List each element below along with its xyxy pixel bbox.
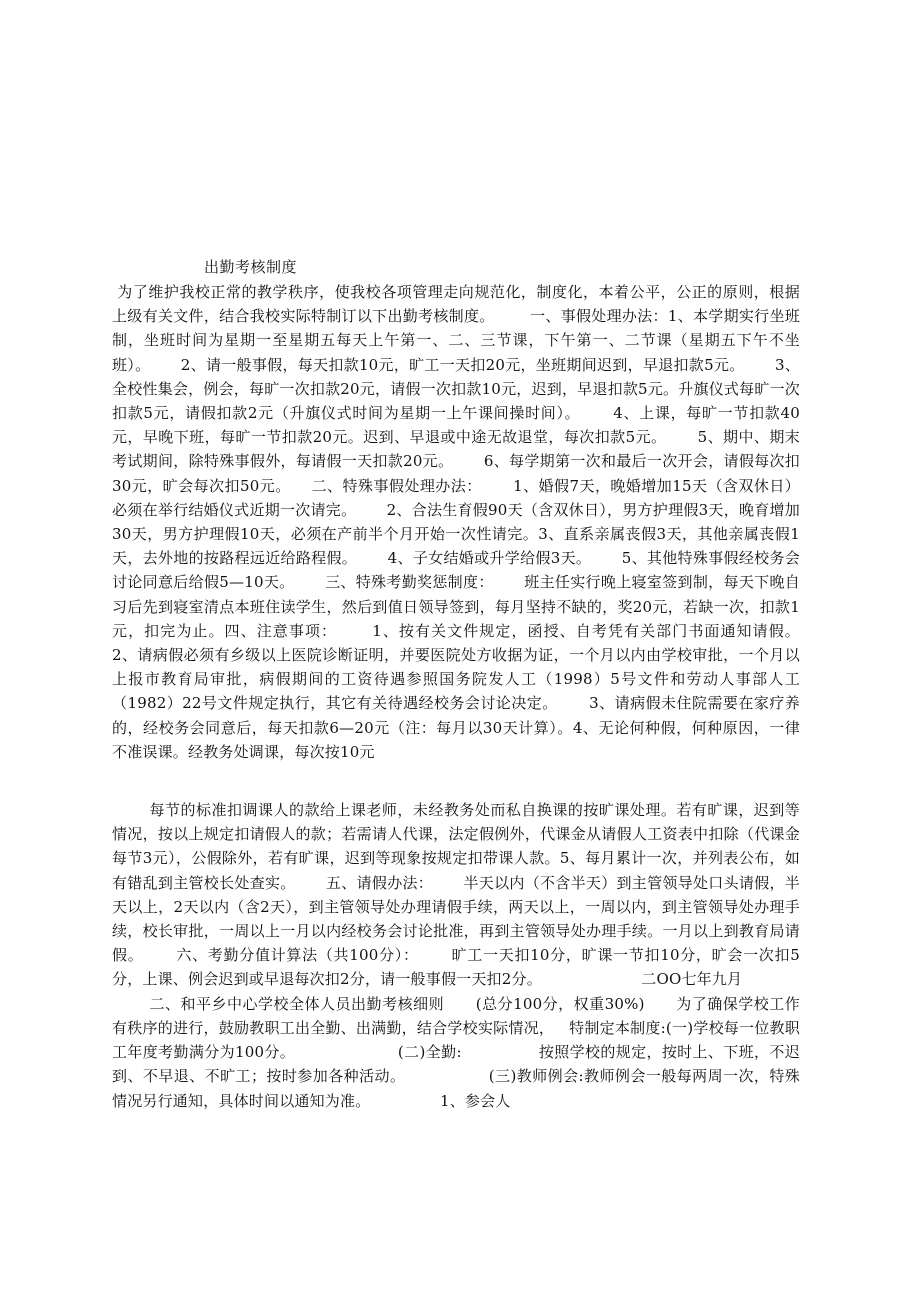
paragraph-attendance-rules: 为了维护我校正常的教学秩序，使我校各项管理走向规范化，制度化，本着公平，公正的原则，根据上级有关文件，结合我校实际特制订以下出勤考核制度。 一、事假处理办法：1、本学期实行坐班制，坐班时间为星期一至星期五每天上午第一、二、三节课，下午第一、二节课（星期五下午不坐班）。 2、请一般事假，每天扣款10元，旷工一天扣20元，坐班期间迟到，早退扣款5元。 3、全校性集会，例会，每旷一次扣款20元，请假一次扣款10元，迟到，早退扣款5元。升旗仪式每旷一次扣款5元，请假扣款2元（升旗仪式时间为星期一上午课间操时间）。 4、上课，每旷一节扣款40元，早晚下班，每旷一节扣款20元。迟到、早退或中途无故退堂，每次扣款5元。 5、期中、期末考试期间，除特殊事假外，每请假一天扣款20元。 6、每学期第一次和最后一次开会，请假每次扣30元，旷会每次扣50元。 二、特殊事假处理办法： 1、婚假7天，晚婚增加15天（含双休日）必须在举行结婚仪式近期一次请完。 2、合法生育假90天（含双休日），男方护理假3天，晚育增加30天，男方护理假10天，必须在产前半个月开始一次性请完。3、直系亲属丧假3天，其他亲属丧假1天，去外地的按路程远近给路程假。 4、子女结婚或升学给假3天。 5、其他特殊事假经校务会讨论同意后给假5—10天。 三、特殊考勤奖惩制度： 班主任实行晚上寝室签到制，每天下晚自习后先到寝室清点本班住读学生，然后到值日领导签到，每月坚持不缺的，奖20元，若缺一次，扣款1元，扣完为止。四、注意事项： 1、按有关文件规定，函授、自考凭有关部门书面通知请假。 2、请病假必须有乡级以上医院诊断证明，并要医院处方收据为证，一个月以内由学校审批，一个月以上报市教育局审批，病假期间的工资待遇参照国务院发人工（1998）5号文件和劳动人事部人工（1982）22号文件规定执行，其它有关待遇经校务会讨论决定。 3、请病假未住院需要在家疗养的，经校务会同意后，每天扣款6—20元（注：每月以30天计算）。4、无论何种假，何种原因，一律不准误课。经教务处调课，每次按10元	[112, 283, 830, 761]
document-title: 出勤考核制度	[204, 258, 298, 276]
paragraph-deduction-rules: 每节的标准扣调课人的款给上课老师，未经教务处而私自换课的按旷课处理。若有旷课，迟到等情况，按以上规定扣请假人的款；若需请人代课，法定假例外，代课金从请假人工资表中扣除（代课金每节3元），公假除外，若有旷课，迟到等现象按规定扣带课人款。5、每月累计一次，并列表公布，如有错乱到主管校长处查实。 五、请假办法： 半天以内（不含半天）到主管领导处口头请假，半天以上，2天以内（含2天），到主管领导处办理请假手续，两天以上，一周以内，到主管领导处办理手续，校长审批，一周以上一月以内经校务会讨论批准，再到主管领导处办理手续。一月以上到教育局请假。 六、考勤分值计算法（共100分）： 旷工一天扣10分，旷课一节扣10分，旷会一次扣5分，上课、例会迟到或早退每次扣2分，请一般事假一天扣2分。 二OO七年九月	[112, 801, 800, 989]
document-body	[112, 254, 830, 1113]
paragraph-detailed-rules: 二、和平乡中心学校全体人员出勤考核细则 (总分100分，权重30%) 为了确保学校工作有秩序的进行，鼓励教职工出全勤、出满勤，结合学校实际情况， 特制定本制度:(一)学校每一位教职工年度考勤满分为100分。 (二)全勤: 按照学校的规定，按时上、下班，不迟到、不早退、不旷工；按时参加各种活动。 (三)教师例会:教师例会一般每两周一次，特殊情况另行通知，具体时间以通知为准。 1、参会人	[112, 994, 800, 1110]
